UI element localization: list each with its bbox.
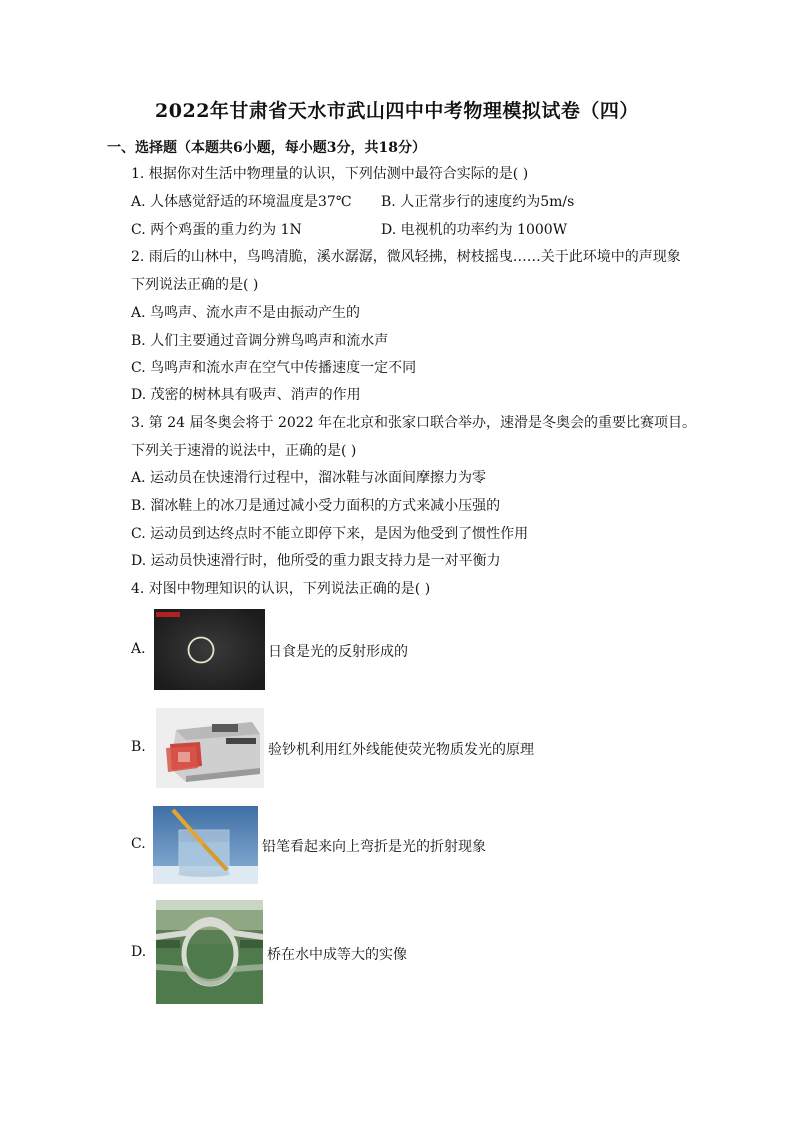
- section-heading: 一、选择题（本题共6小题，每小题3分，共18分）: [107, 140, 426, 156]
- q1-option-a: A. 人体感觉舒适的环境温度是37℃: [131, 194, 352, 210]
- q3-stem-line2: 下列关于速滑的说法中，正确的是( ): [131, 443, 357, 459]
- q2-option-a: A. 鸟鸣声、流水声不是由振动产生的: [131, 305, 361, 321]
- q3-option-d: D. 运动员快速滑行时，他所受的重力跟支持力是一对平衡力: [131, 553, 501, 569]
- q3-option-b: B. 溜冰鞋上的冰刀是通过减小受力面积的方式来减小压强的: [131, 498, 501, 514]
- pencil-in-water-photo: [153, 806, 258, 884]
- q1-stem: 1. 根据你对生活中物理量的认识，下列估测中最符合实际的是( ): [131, 166, 529, 182]
- q4-option-b-label: B.: [131, 739, 146, 755]
- q3-stem-line1: 3. 第 24 届冬奥会将于 2022 年在北京和张家口联合举办，速滑是冬奥会的重要比赛项目。: [131, 415, 697, 431]
- q4-option-c-text: 铅笔看起来向上弯折是光的折射现象: [262, 839, 486, 855]
- q4-option-a-text: 日食是光的反射形成的: [268, 644, 408, 660]
- q3-option-c: C. 运动员到达终点时不能立即停下来，是因为他受到了惯性作用: [131, 526, 529, 542]
- bridge-reflection-photo: [156, 900, 263, 1004]
- solar-eclipse-photo: [154, 609, 265, 690]
- q2-option-c: C. 鸟鸣声和流水声在空气中传播速度一定不同: [131, 360, 417, 376]
- q2-stem-line2: 下列说法正确的是( ): [131, 277, 259, 293]
- q2-option-b: B. 人们主要通过音调分辨鸟鸣声和流水声: [131, 333, 389, 349]
- page-title: 2022年甘肃省天水市武山四中中考物理模拟试卷（四）: [155, 100, 639, 122]
- q1-option-d: D. 电视机的功率约为 1000W: [381, 222, 568, 238]
- q1-option-b: B. 人正常步行的速度约为5m/s: [381, 194, 575, 210]
- q4-option-d-text: 桥在水中成等大的实像: [267, 947, 407, 963]
- q2-stem-line1: 2. 雨后的山林中，鸟鸣清脆，溪水潺潺，微风轻拂，树枝摇曳……关于此环境中的声现象: [131, 249, 681, 265]
- q4-stem: 4. 对图中物理知识的认识，下列说法正确的是( ): [131, 581, 431, 597]
- q4-option-b-text: 验钞机利用红外线能使荧光物质发光的原理: [268, 742, 534, 758]
- q2-option-d: D. 茂密的树林具有吸声、消声的作用: [131, 387, 361, 403]
- money-counter-photo: [156, 708, 264, 788]
- q4-option-c-label: C.: [131, 836, 146, 852]
- q4-option-d-label: D.: [131, 944, 147, 960]
- q1-option-c: C. 两个鸡蛋的重力约为 1N: [131, 222, 302, 238]
- q4-option-a-label: A.: [131, 641, 146, 657]
- q3-option-a: A. 运动员在快速滑行过程中，溜冰鞋与冰面间摩擦力为零: [131, 470, 487, 486]
